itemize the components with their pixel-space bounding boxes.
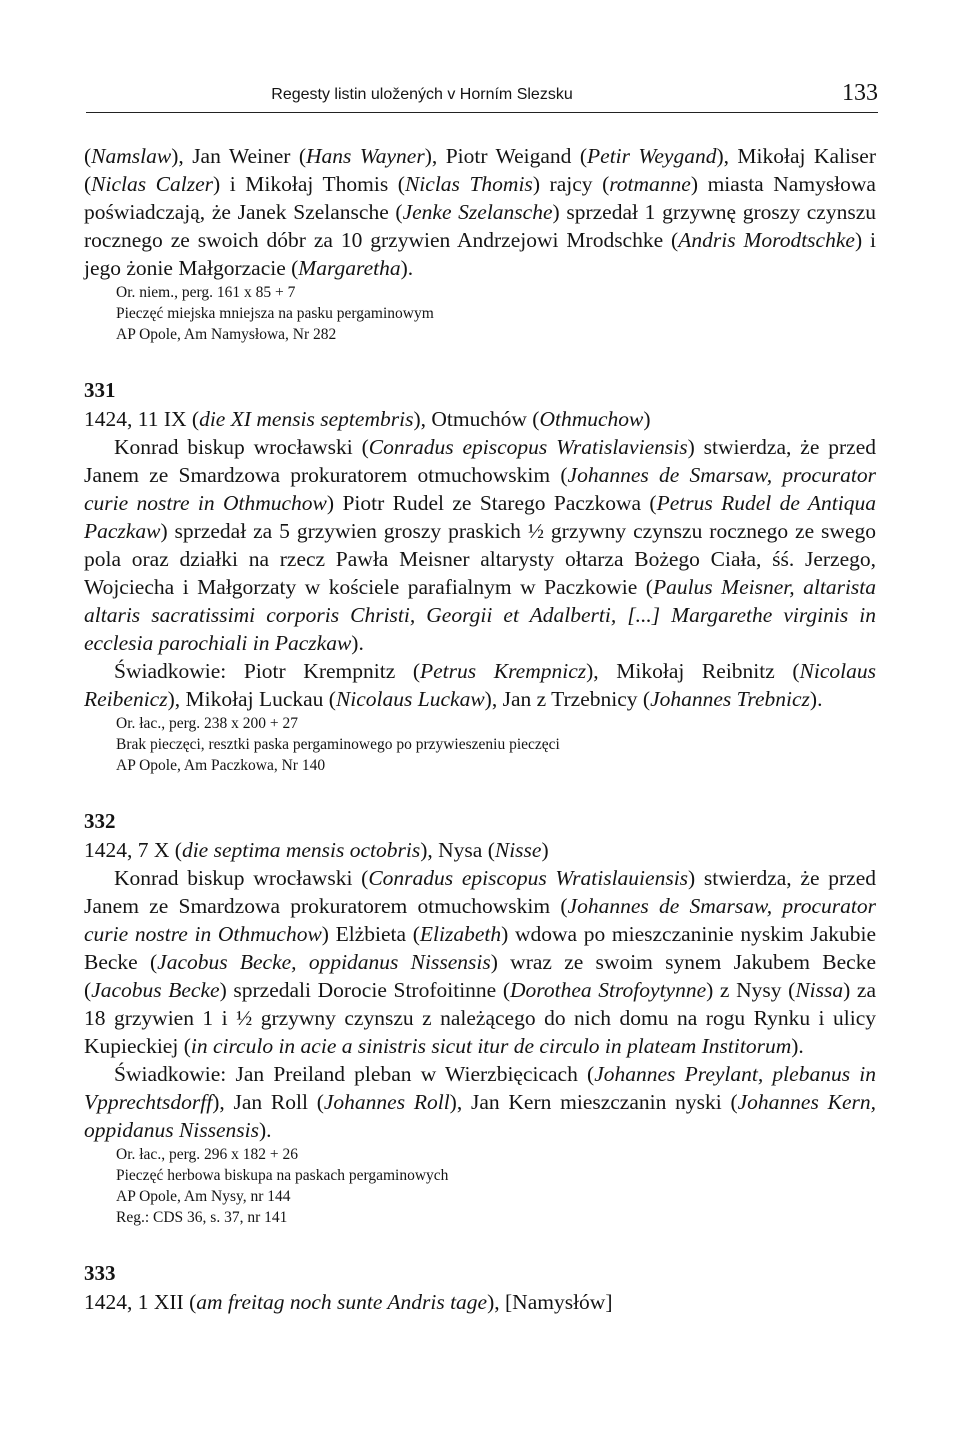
entry-body: Konrad biskup wrocławski (Conradus episcopus Wratislauiensis) stwierdza, że przed Janem ze Smardzowa prokuratorem otmuchowskim (Johannes de Smarsaw, procurator curie nostre in Othmuchow) Elżbieta (Elizabeth) wdowa po mieszczaninie nyskim Jakubie Becke (Jacobus Becke, oppidanus Nissensis) wraz ze swoim synem Jakubem Becke (Jacobus Becke) sprzedali Dorocie Strofoitinne (Dorothea Strofoytynne) z Nysy (Nissa) za 18 grzywien 1 i ½ grzywny czynszu z należącego do nich domu na rogu Rynku i ulicy Kupieckiej (in circulo in acie a sinistris sicut itur de circulo in plateam Institorum). (84, 866, 877, 1058)
latin-term: Niclas Calzer (91, 172, 214, 196)
latin-term: Jenke Szelansche (402, 200, 553, 224)
entry-date: 1424, 1 XII (am freitag noch sunte Andris tage), [Namysłów] (84, 1290, 613, 1314)
entry-witnesses: Świadkowie: Jan Preiland pleban w Wierzbięcicach (Johannes Preylant, plebanus in Vpprechtsdorff), Jan Roll (Johannes Roll), Jan Kern mieszczanin nyski (Johannes Kern, oppidanus Nissensis). (84, 1062, 876, 1142)
latin-term: Johannes Kern, oppidanus Nissensis (84, 1090, 876, 1142)
regest-entry (84, 375, 876, 776)
latin-term: Nicolaus Luckaw (335, 687, 485, 711)
latin-term: Niclas Thomis (404, 172, 533, 196)
entry-date: 1424, 11 IX (die XI mensis septembris), Otmuchów (Othmuchow) (84, 407, 651, 431)
latin-term: Namslaw (91, 144, 172, 168)
latin-term: Johannes de Smarsaw, procurator curie nostre in Othmuchow (84, 894, 876, 946)
entry-number: 332 (84, 809, 116, 833)
latin-term: Andris Morodtschke (678, 228, 855, 252)
latin-term: Johannes Preylant, plebanus in Vpprechtsdorff (84, 1062, 876, 1114)
latin-term: Elizabeth (419, 922, 502, 946)
archival-note: AP Opole, Am Paczkowa, Nr 140 (116, 757, 326, 774)
latin-term: in circulo in acie a sinistris sicut itur de circulo in plateam Institorum (190, 1034, 792, 1058)
latin-term: Dorothea Strofoytynne (510, 978, 707, 1002)
archival-note: Or. łac., perg. 296 x 182 + 26 (116, 1146, 298, 1163)
latin-term: Nicolaus Reibenicz (84, 659, 876, 711)
archival-note: Reg.: CDS 36, s. 37, nr 141 (116, 1209, 288, 1226)
entry-witnesses: Świadkowie: Piotr Krempnitz (Petrus Krempnicz), Mikołaj Reibnitz (Nicolaus Reibenicz), Mikołaj Luckau (Nicolaus Luckaw), Jan z Trzebnicy (Johannes Trebnicz). (84, 659, 876, 711)
latin-term: Johannes Roll (323, 1090, 450, 1114)
archival-note: Or. niem., perg. 161 x 85 + 7 (116, 284, 296, 301)
latin-term: Othmuchow (539, 407, 644, 431)
latin-term: Petir Weygand (587, 144, 717, 168)
latin-term: Jacobus Becke, oppidanus Nissensis (157, 950, 491, 974)
latin-term: Hans Wayner (306, 144, 425, 168)
latin-term: Petrus Rudel de Antiqua Paczkaw (84, 491, 876, 543)
latin-term: Johannes de Smarsaw, procurator curie nostre in Othmuchow (84, 463, 876, 515)
prev-entry (84, 142, 876, 345)
latin-term: rotmanne (609, 172, 691, 196)
latin-term: Johannes Trebnicz (650, 687, 810, 711)
archival-note: Pieczęć miejska mniejsza na pasku pergaminowym (116, 305, 434, 322)
latin-term: Nisse (494, 838, 542, 862)
entry-body: (Namslaw), Jan Weiner (Hans Wayner), Piotr Weigand (Petir Weygand), Mikołaj Kaliser (Niclas Calzer) i Mikołaj Thomis (Niclas Thomis) rajcy (rotmanne) miasta Namysłowa poświadczają, że Janek Szelansche (Jenke Szelansche) sprzedał 1 grzywnę groszy czynszu rocznego ze swoich dóbr za 10 grzywien Andrzejowi Mrodschke (Andris Morodtschke) i jego żonie Małgorzacie (Margaretha). (84, 144, 876, 280)
latin-term: die septima mensis octobris (181, 838, 421, 862)
archival-note: AP Opole, Am Namysłowa, Nr 282 (116, 326, 337, 343)
regest-entry (84, 806, 876, 1228)
entry-body: Konrad biskup wrocławski (Conradus episcopus Wratislaviensis) stwierdza, że przed Janem ze Smardzowa prokuratorem otmuchowskim (Johannes de Smarsaw, procurator curie nostre in Othmuchow) Piotr Rudel ze Starego Paczkowa (Petrus Rudel de Antiqua Paczkaw) sprzedał za 5 grzywien groszy praskich ½ grzywny czynszu rocznego ze swego pola oraz działki na rzecz Pawła Meisner altarysty ołtarza Bożego Ciała, śś. Jerzego, Wojciecha i Małgorzaty w kościele parafialnym w Paczkowie (Paulus Meisner, altarista altaris sacratissimi corporis Christi, Georgii et Adalberti, [...] Margarethe virginis in ecclesia parochiali in Paczkaw). (84, 435, 877, 655)
latin-term: die XI mensis septembris (199, 407, 414, 431)
archival-note: AP Opole, Am Nysy, nr 144 (116, 1188, 291, 1205)
latin-term: Petrus Krempnicz (420, 659, 587, 683)
archival-note: Or. łac., perg. 238 x 200 + 27 (116, 715, 298, 732)
entry-date: 1424, 7 X (die septima mensis octobris), Nysa (Nisse) (84, 838, 549, 862)
archival-note: Brak pieczęci, resztki paska pergaminowego po przywieszeniu pieczęci (116, 736, 560, 753)
page-number: 133 (842, 80, 878, 106)
archival-note: Pieczęć herbowa biskupa na paskach pergaminowych (116, 1167, 449, 1184)
running-title: Regesty listin uložených v Horním Slezsku (271, 86, 573, 103)
latin-term: am freitag noch sunte Andris tage (196, 1290, 488, 1314)
latin-term: Conradus episcopus Wratislauiensis (368, 866, 689, 890)
latin-term: Margaretha (298, 256, 401, 280)
page-content (84, 142, 876, 1316)
latin-term: Jacobus Becke (91, 978, 220, 1002)
regest-entry (84, 1258, 876, 1316)
latin-term: Conradus episcopus Wratislaviensis (368, 435, 688, 459)
entry-number: 333 (84, 1261, 116, 1285)
latin-term: Nissa (795, 978, 844, 1002)
entry-number: 331 (84, 378, 116, 402)
latin-term: Paulus Meisner, altarista altaris sacratissimi corporis Christi, Georgii et Adalberti, [...] Margarethe virginis in ecclesia parochiali in Paczkaw (84, 575, 877, 655)
page-header (86, 82, 878, 113)
